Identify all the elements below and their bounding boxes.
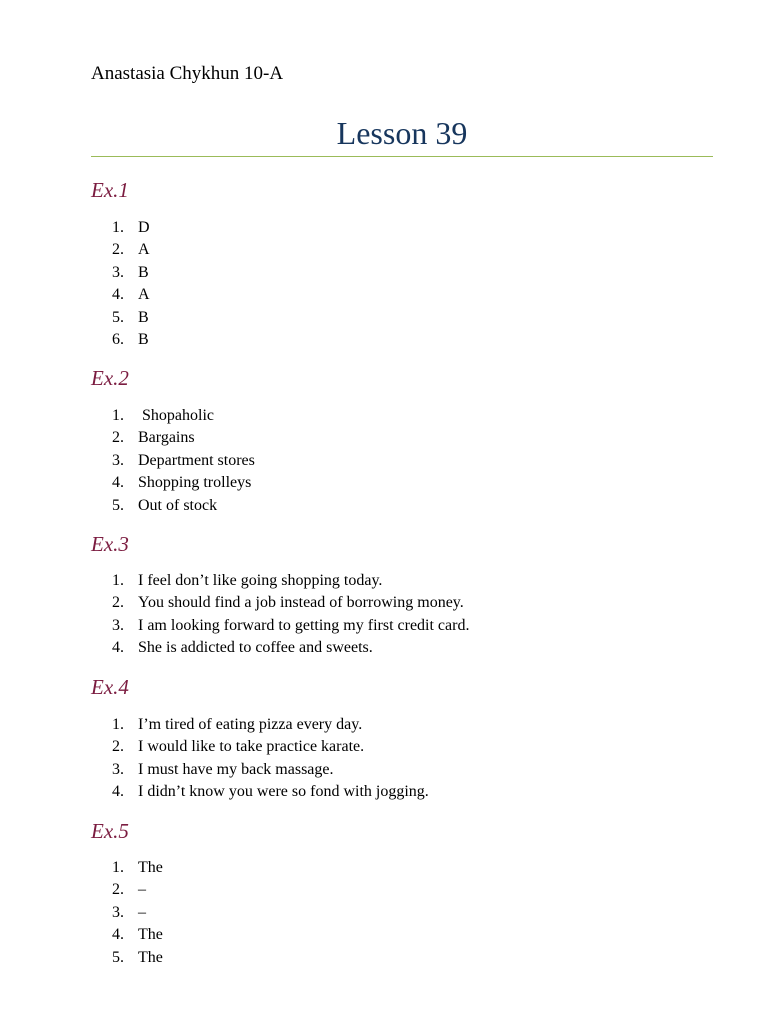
item-number: 1.	[112, 716, 124, 733]
answer-text: You should find a job instead of borrowing money.	[138, 594, 464, 612]
item-number: 1.	[112, 407, 124, 424]
list-item	[112, 924, 163, 946]
answer-text: I am looking forward to getting my first credit card.	[138, 616, 470, 634]
answer-text: B	[138, 308, 149, 326]
author-line: Anastasia Chykhun 10-A	[91, 63, 284, 84]
answer-text: A	[138, 241, 150, 259]
exercise-3-heading: Ex.3	[91, 532, 129, 556]
exercise-2-list	[112, 405, 255, 517]
item-number: 2.	[112, 594, 124, 612]
answer-text: I would like to take practice karate.	[138, 738, 365, 756]
item-number: 2.	[112, 241, 124, 259]
list-item	[112, 857, 163, 879]
item-number: 5.	[112, 308, 124, 326]
exercise-1-list	[112, 217, 150, 351]
list-item	[112, 307, 150, 329]
list-item	[112, 329, 150, 351]
list-item	[112, 947, 163, 969]
exercise-4-list	[112, 714, 429, 804]
exercise-5-list	[112, 857, 163, 969]
list-item	[112, 239, 150, 261]
answer-text: B	[138, 331, 149, 349]
answer-text: Out of stock	[138, 496, 218, 514]
title-divider	[91, 156, 713, 157]
list-item	[112, 405, 255, 427]
item-number: 1.	[112, 219, 124, 236]
item-number: 3.	[112, 760, 124, 778]
answer-text: Shopping trolleys	[138, 474, 252, 492]
item-number: 3.	[112, 903, 124, 921]
list-item	[112, 427, 255, 449]
list-item	[112, 495, 255, 517]
answer-text: Department stores	[138, 451, 255, 469]
item-number: 4.	[112, 639, 124, 657]
list-item	[112, 902, 163, 924]
list-item	[112, 736, 429, 758]
list-item	[112, 637, 469, 659]
answer-text: The	[138, 859, 163, 876]
item-number: 5.	[112, 496, 124, 514]
list-item	[112, 759, 429, 781]
answer-text: –	[138, 903, 146, 921]
item-number: 6.	[112, 331, 124, 349]
item-number: 4.	[112, 286, 124, 304]
exercise-2-heading: Ex.2	[91, 366, 129, 390]
answer-text: A	[138, 286, 150, 304]
answer-text: I must have my back massage.	[138, 760, 334, 778]
list-item	[112, 615, 470, 637]
page-title: Lesson 39	[336, 115, 468, 151]
list-item	[112, 217, 150, 239]
item-number: 3.	[112, 263, 124, 281]
exercise-3-list	[112, 570, 470, 660]
list-item	[112, 879, 163, 901]
exercise-5-heading: Ex.5	[91, 819, 129, 843]
item-number: 2.	[112, 881, 124, 899]
answer-text: The	[138, 926, 163, 944]
exercise-4-heading: Ex.4	[91, 675, 129, 699]
answer-text: Shopaholic	[138, 407, 214, 424]
item-number: 1.	[112, 572, 124, 589]
answer-text: I feel don’t like going shopping today.	[138, 572, 383, 589]
answer-text: –	[138, 881, 146, 899]
list-item	[112, 570, 469, 592]
answer-text: I didn’t know you were so fond with jogging.	[138, 783, 429, 801]
answer-text: Bargains	[138, 429, 195, 447]
item-number: 4.	[112, 926, 124, 944]
item-number: 2.	[112, 429, 124, 447]
list-item	[112, 781, 429, 803]
answer-text: D	[138, 219, 150, 236]
item-number: 5.	[112, 948, 124, 966]
item-number: 4.	[112, 783, 124, 801]
list-item	[112, 262, 150, 284]
answer-text: I’m tired of eating pizza every day.	[138, 716, 363, 733]
exercise-1-heading: Ex.1	[91, 178, 129, 202]
item-number: 1.	[112, 859, 124, 876]
item-number: 2.	[112, 738, 124, 756]
list-item	[112, 450, 255, 472]
list-item	[112, 592, 469, 614]
answer-text: She is addicted to coffee and sweets.	[138, 639, 373, 657]
answer-text: The	[138, 948, 163, 966]
list-item	[112, 472, 255, 494]
list-item	[112, 714, 429, 736]
item-number: 4.	[112, 474, 124, 492]
answer-text: B	[138, 263, 149, 281]
item-number: 3.	[112, 451, 124, 469]
list-item	[112, 284, 150, 306]
item-number: 3.	[112, 616, 124, 634]
